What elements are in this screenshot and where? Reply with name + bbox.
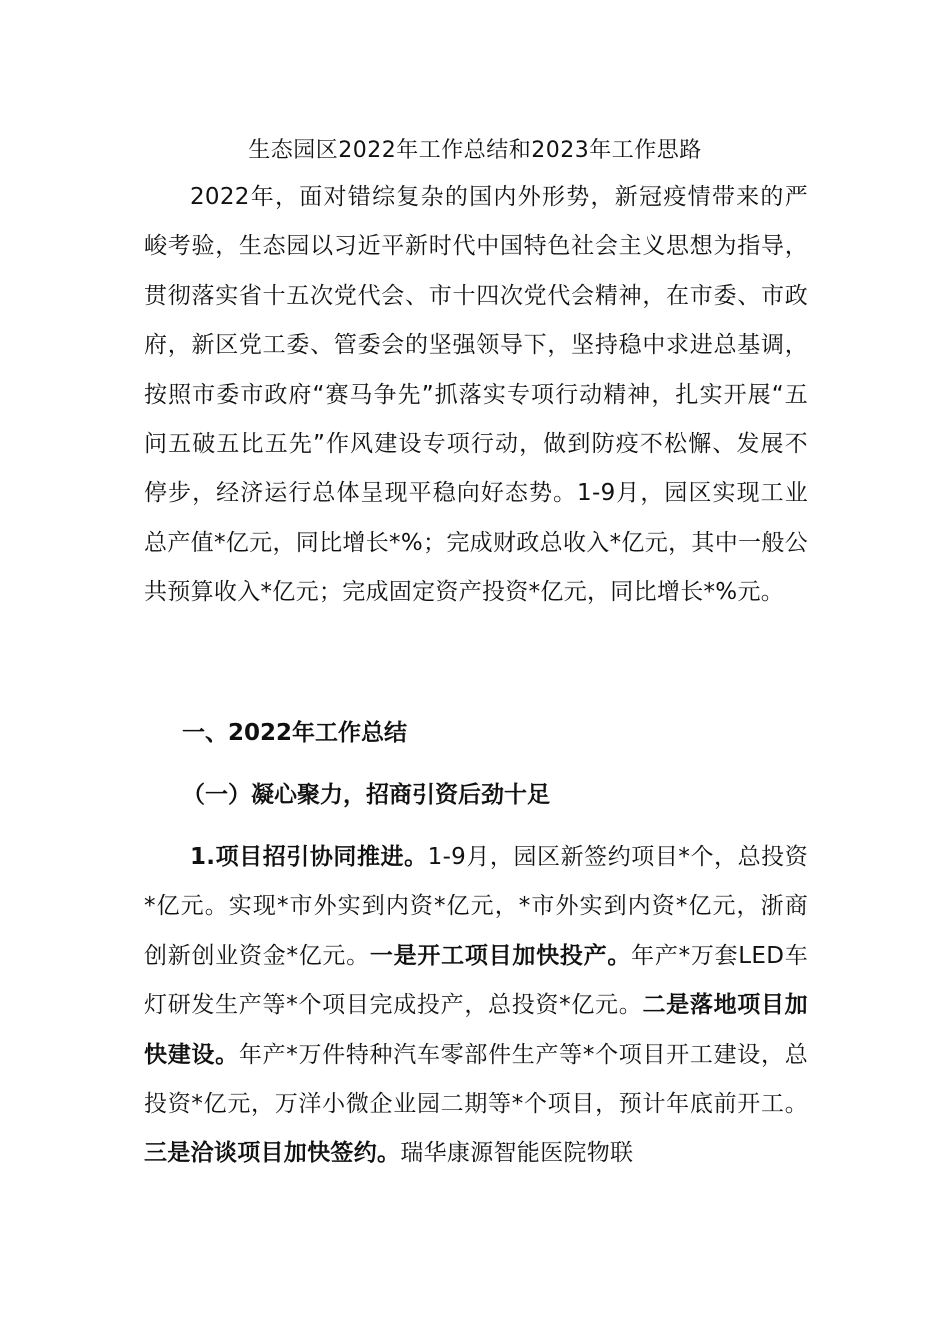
item-text: 年产*万套LED车灯研发生产等*个项目完成投产，总投资*亿元。: [144, 942, 808, 1019]
item-paragraph-project-attraction: [144, 833, 808, 1179]
item-text: 年产*万件特种汽车零部件生产等*个项目开工建设，总投资*亿元，万洋小微企业园二期等*个项目，预计年底前开工。: [144, 1041, 809, 1118]
item-text: 瑞华康源智能医院物联: [400, 1140, 634, 1167]
item-lead: 1.项目招引协同推进。: [190, 844, 428, 870]
intro-paragraph: 2022年，面对错综复杂的国内外形势，新冠疫情带来的严峻考验，生态园以习近平新时代中国特色社会主义思想为指导，贯彻落实省十五次党代会、市十四次党代会精神，在市委、市政府，新区党工委、管委会的坚强领导下，坚持稳中求进总基调，按照市委市政府“赛马争先”抓落实专项行动精神，扎实开展“五问五破五比五先”作风建设专项行动，做到防疫不松懈、发展不停步，经济运行总体呈现平稳向好态势。1-9月，园区实现工业总产值*亿元，同比增长*%；完成财政总收入*亿元，其中一般公共预算收入*亿元；完成固定资产投资*亿元，同比增长*%元。: [144, 184, 808, 606]
item-text: 1-9月，园区新签约项目*个，总投资*亿元。实现*市外实到内资*亿元，*市外实到内资*亿元，浙商创新创业资金*亿元。: [144, 844, 808, 969]
item-bold-point: 二是落地项目加快建设。: [144, 992, 808, 1068]
item-bold-point: 三是洽谈项目加快签约。: [144, 1140, 401, 1167]
section-heading-work-summary: 一、2022年工作总结: [182, 720, 408, 746]
item-bold-point: 一是开工项目加快投产。: [369, 942, 632, 969]
document-title: 生态园区2022年工作总结和2023年工作思路: [248, 138, 702, 163]
subsection-heading-investment: （一）凝心聚力，招商引资后劲十足: [182, 782, 550, 808]
